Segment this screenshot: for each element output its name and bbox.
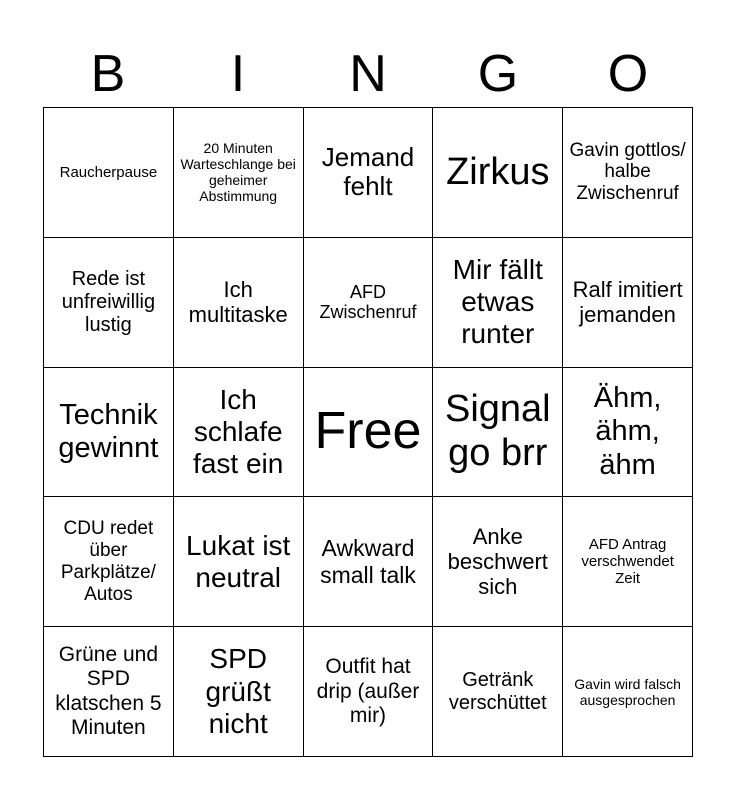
bingo-header bbox=[43, 44, 693, 104]
bingo-free-space[interactable]: Free bbox=[304, 368, 434, 498]
bingo-cell-r4c1[interactable]: CDU redet über Parkplätze/ Autos bbox=[44, 497, 174, 627]
bingo-cell-r3c5[interactable]: Ähm, ähm, ähm bbox=[563, 368, 693, 498]
bingo-cell-r5c3[interactable]: Outfit hat drip (außer mir) bbox=[304, 627, 434, 757]
bingo-cell-r4c2[interactable]: Lukat ist neutral bbox=[174, 497, 304, 627]
bingo-cell-r3c1[interactable]: Technik gewinnt bbox=[44, 368, 174, 498]
header-letter-b: B bbox=[90, 45, 126, 103]
bingo-cell-r1c5[interactable]: Gavin gottlos/ halbe Zwischenruf bbox=[563, 108, 693, 238]
bingo-cell-r3c4[interactable]: Signal go brr bbox=[433, 368, 563, 498]
bingo-cell-r1c2[interactable]: 20 Minuten Warteschlange bei geheimer Abstimmung bbox=[174, 108, 304, 238]
bingo-cell-r1c4[interactable]: Zirkus bbox=[433, 108, 563, 238]
bingo-cell-r2c4[interactable]: Mir fällt etwas runter bbox=[433, 238, 563, 368]
bingo-cell-r5c4[interactable]: Getränk verschüttet bbox=[433, 627, 563, 757]
bingo-cell-r5c5[interactable]: Gavin wird falsch ausgesprochen bbox=[563, 627, 693, 757]
bingo-cell-r1c3[interactable]: Jemand fehlt bbox=[304, 108, 434, 238]
bingo-cell-r4c5[interactable]: AFD Antrag verschwendet Zeit bbox=[563, 497, 693, 627]
bingo-cell-r2c3[interactable]: AFD Zwischenruf bbox=[304, 238, 434, 368]
bingo-cell-r4c3[interactable]: Awkward small talk bbox=[304, 497, 434, 627]
bingo-cell-r4c4[interactable]: Anke beschwert sich bbox=[433, 497, 563, 627]
bingo-cell-r2c5[interactable]: Ralf imitiert jemanden bbox=[563, 238, 693, 368]
bingo-cell-r1c1[interactable]: Raucherpause bbox=[44, 108, 174, 238]
bingo-cell-r2c2[interactable]: Ich multitaske bbox=[174, 238, 304, 368]
header-letter-n: N bbox=[349, 45, 387, 103]
bingo-grid bbox=[43, 107, 693, 757]
bingo-cell-r5c1[interactable]: Grüne und SPD klatschen 5 Minuten bbox=[44, 627, 174, 757]
bingo-cell-r2c1[interactable]: Rede ist unfreiwillig lustig bbox=[44, 238, 174, 368]
header-letter-i: I bbox=[230, 45, 246, 103]
bingo-cell-r5c2[interactable]: SPD grüßt nicht bbox=[174, 627, 304, 757]
header-letter-g: G bbox=[477, 45, 519, 103]
bingo-cell-r3c2[interactable]: Ich schlafe fast ein bbox=[174, 368, 304, 498]
header-letter-o: O bbox=[607, 45, 649, 103]
